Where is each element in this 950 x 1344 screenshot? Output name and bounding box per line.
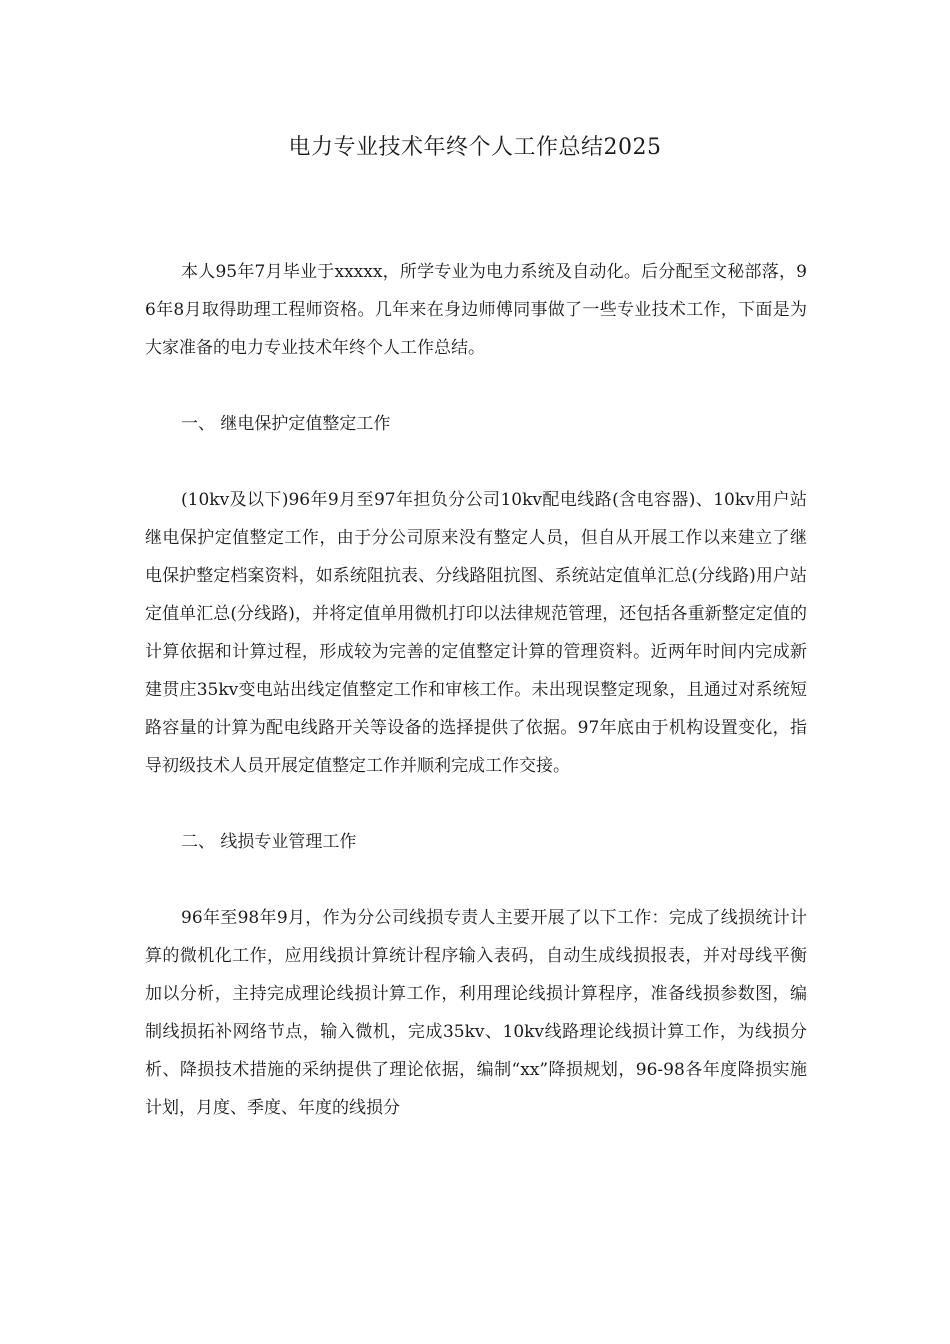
section-body-1: (10kv及以下)96年9月至97年担负分公司10kv配电线路(含电容器)、10kv用户站继电保护定值整定工作，由于分公司原来没有整定人员，但自从开展工作以来建立了继电保护整定档案资料，如系统阻抗表、分线路阻抗图、系统站定值单汇总(分线路)用户站定值单汇总(分线路)，并将定值单用微机打印以法律规范管理，还包括各重新整定定值的计算依据和计算过程，形成较为完善的定值整定计算的管理资料。近两年时间内完成新建贯庄35kv变电站出线定值整定工作和审核工作。未出现误整定现象，且通过对系统短路容量的计算为配电线路开关等设备的选择提供了依据。97年底由于机构设置变化，指导初级技术人员开展定值整定工作并顺利完成工作交接。 xyxy=(145,490,807,776)
paragraph-gap xyxy=(145,861,807,899)
document-body xyxy=(145,253,807,1127)
intro-paragraph: 本人95年7月毕业于xxxxx，所学专业为电力系统及自动化。后分配至文秘部落，96年8月取得助理工程师资格。几年来在身边师傅同事做了一些专业技术工作，下面是为大家准备的电力专业技术年终个人工作总结。 xyxy=(145,262,807,358)
section-heading-1: 一、 继电保护定值整定工作 xyxy=(181,414,391,434)
section-body-2: 96年至98年9月，作为分公司线损专责人主要开展了以下工作：完成了线损统计计算的微机化工作，应用线损计算统计程序输入表码，自动生成线损报表，并对母线平衡加以分析，主持完成理论线损计算工作，利用理论线损计算程序，准备线损参数图，编制线损拓补网络节点，输入微机，完成35kv、10kv线路理论线损计算工作，为线损分析、降损技术措施的采纳提供了理论依据，编制“xx”降损规划，96-98各年度降损实施计划，月度、季度、年度的线损分 xyxy=(145,908,807,1118)
paragraph-gap xyxy=(145,367,807,405)
section-heading-2: 二、 线损专业管理工作 xyxy=(181,832,357,852)
paragraph-gap xyxy=(145,443,807,481)
paragraph-gap xyxy=(145,785,807,823)
document-title: 电力专业技术年终个人工作总结2025 xyxy=(288,135,662,160)
